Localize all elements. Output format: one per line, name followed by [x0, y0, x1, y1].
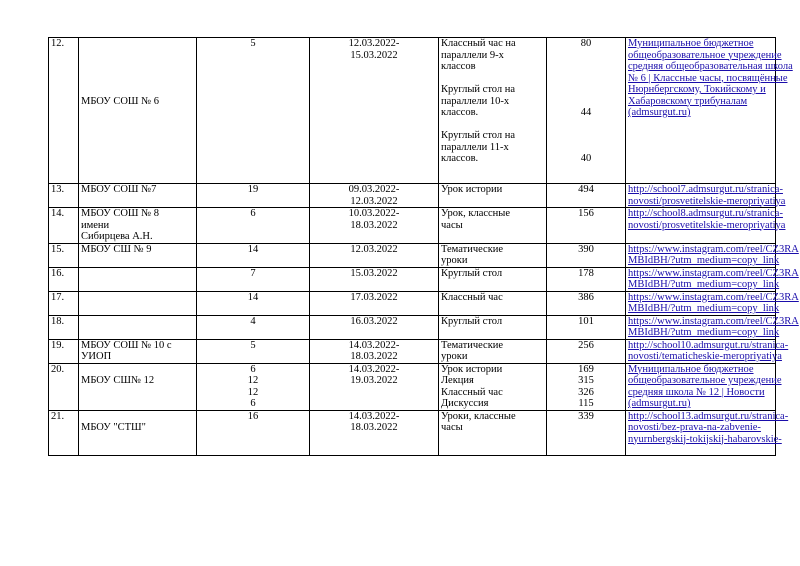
- source-link[interactable]: [626, 339, 789, 363]
- event-type-line: уроки: [441, 255, 468, 266]
- organization-line: имени: [81, 219, 110, 231]
- organization-line: [81, 268, 194, 280]
- event-type: [439, 339, 547, 363]
- date-range: [310, 38, 439, 184]
- organization-line: Сибирцева А.Н.: [81, 231, 153, 242]
- participants: [547, 184, 626, 208]
- row-number-line: 15.: [51, 243, 65, 255]
- date-range: [310, 410, 439, 455]
- participants: [547, 291, 626, 315]
- event-type-line: классов.: [441, 153, 479, 164]
- class-count-line: 6: [250, 398, 256, 409]
- organization-line: [81, 292, 194, 304]
- source-link-line[interactable]: http://school13.admsurgut.ru/stranica-: [628, 410, 789, 422]
- participants: [547, 315, 626, 339]
- date-range-line: 15.03.2022: [350, 267, 398, 279]
- class-count-line: 5: [250, 339, 256, 351]
- event-type-line: [441, 119, 544, 131]
- table-row: [49, 267, 776, 291]
- date-range-line: 14.03.2022-: [348, 363, 400, 375]
- participants-line: 115: [578, 398, 594, 409]
- organization: [79, 38, 197, 184]
- row-number-line: 21.: [51, 410, 65, 422]
- organization: [79, 363, 197, 410]
- event-type-line: параллели 9-х: [441, 49, 504, 61]
- event-type: [439, 363, 547, 410]
- participants-line: [549, 73, 623, 85]
- table-row: [49, 339, 776, 363]
- source-link[interactable]: [626, 267, 799, 291]
- date-range-line: 14.03.2022-: [348, 410, 400, 422]
- date-range-line: 17.03.2022: [350, 291, 398, 303]
- participants: [547, 267, 626, 291]
- event-type-line: Урок истории: [441, 363, 503, 375]
- source-link-line[interactable]: http://school8.admsurgut.ru/stranica-: [628, 208, 783, 219]
- event-type-line: Урок истории: [441, 184, 503, 195]
- row-number: [49, 38, 79, 184]
- date-range-line: 10.03.2022-: [348, 208, 400, 219]
- event-type-line: Классный час на: [441, 38, 516, 49]
- participants: [547, 410, 626, 455]
- source-link-line[interactable]: Хабаровскому трибуналам: [628, 95, 748, 107]
- event-type-line: Урок, классные: [441, 208, 511, 219]
- organization: [79, 291, 197, 315]
- date-range: [310, 315, 439, 339]
- organization-line: [81, 316, 194, 328]
- table-row: [49, 315, 776, 339]
- participants-line: 386: [578, 291, 594, 303]
- participants-line: [549, 130, 623, 142]
- source-link-line[interactable]: средняя школа № 12 | Новости: [628, 386, 765, 398]
- date-range-line: 09.03.2022-: [348, 184, 400, 195]
- table-row: [49, 208, 776, 244]
- source-link-line[interactable]: MBIdBH/?utm_medium=copy_link: [628, 327, 780, 338]
- participants-line: 390: [578, 243, 594, 255]
- event-type: [439, 208, 547, 244]
- participants-line: 40: [580, 153, 592, 164]
- source-link-line[interactable]: novosti/bez-prava-na-zabvenie-: [628, 422, 761, 433]
- row-number-line: 14.: [51, 208, 65, 219]
- row-number: [49, 208, 79, 244]
- event-type-line: классов.: [441, 107, 479, 118]
- class-count-line: 4: [250, 315, 256, 327]
- class-count: [197, 315, 310, 339]
- events-table: [48, 37, 799, 456]
- event-type-line: Круглый стол на: [441, 84, 516, 95]
- date-range-line: 14.03.2022-: [348, 339, 400, 351]
- class-count: [197, 291, 310, 315]
- organization-line: [81, 411, 194, 423]
- organization: [79, 208, 197, 244]
- organization-line: МБОУ СШ№ 12: [81, 375, 155, 386]
- organization: [79, 184, 197, 208]
- date-range: [310, 363, 439, 410]
- class-count-line: 6: [250, 208, 256, 219]
- event-type: [439, 243, 547, 267]
- date-range-line: 18.03.2022: [350, 219, 398, 231]
- participants: [547, 243, 626, 267]
- source-link-line[interactable]: https://www.instagram.com/reel/CZ3RA: [628, 315, 799, 327]
- date-range: [310, 208, 439, 244]
- date-range-line: 16.03.2022: [350, 315, 398, 327]
- source-link[interactable]: [626, 291, 799, 315]
- row-number-line: 20.: [51, 363, 65, 375]
- source-link[interactable]: [626, 38, 793, 184]
- participants-line: 339: [578, 410, 594, 422]
- row-number-line: 19.: [51, 339, 65, 351]
- event-type-line: Круглый стол на: [441, 130, 516, 141]
- event-type-line: Дискуссия: [441, 398, 489, 409]
- source-link-line[interactable]: https://www.instagram.com/reel/CZ3RA: [628, 291, 799, 303]
- source-link-line[interactable]: (admsurgut.ru): [628, 398, 691, 409]
- organization-line: [81, 364, 194, 376]
- event-type-line: Круглый стол: [441, 315, 503, 327]
- event-type-line: Уроки, классные: [441, 410, 516, 422]
- row-number-line: 13.: [51, 184, 65, 195]
- date-range: [310, 184, 439, 208]
- participants-line: 44: [580, 107, 592, 118]
- event-type: [439, 410, 547, 455]
- class-count: [197, 38, 310, 184]
- organization: [79, 243, 197, 267]
- event-type: [439, 267, 547, 291]
- source-link[interactable]: [626, 363, 782, 410]
- source-link-line[interactable]: общеобразовательное учреждение: [628, 49, 782, 61]
- row-number: [49, 363, 79, 410]
- participants: [547, 363, 626, 410]
- date-range: [310, 267, 439, 291]
- row-number-line: 12.: [51, 38, 65, 49]
- source-link-line[interactable]: Нюрнбергскому, Токийскому и: [628, 84, 766, 95]
- table-row: [49, 184, 776, 208]
- table-row: [49, 363, 776, 410]
- participants-line: [549, 50, 623, 62]
- organization-line: [81, 84, 194, 96]
- class-count: [197, 243, 310, 267]
- participants-line: 494: [578, 184, 594, 195]
- date-range-line: 18.03.2022: [350, 351, 398, 362]
- table-row: [49, 38, 776, 184]
- participants-line: [549, 61, 623, 73]
- participants: [547, 208, 626, 244]
- class-count-line: 5: [250, 38, 256, 49]
- class-count-line: 7: [250, 267, 256, 279]
- organization-line: [81, 50, 194, 62]
- source-link[interactable]: [626, 410, 789, 455]
- event-type-line: классов: [441, 61, 476, 72]
- table-row: [49, 410, 776, 455]
- source-link-line[interactable]: novosti/tematicheskie-meropriyatiya: [628, 351, 782, 362]
- class-count-line: 14: [247, 291, 259, 303]
- source-link-line[interactable]: MBIdBH/?utm_medium=copy_link: [628, 255, 780, 266]
- event-type-line: Лекция: [441, 375, 474, 386]
- class-count: [197, 363, 310, 410]
- organization-line: [81, 61, 194, 73]
- source-link-line[interactable]: https://www.instagram.com/reel/CZ3RA: [628, 267, 799, 279]
- event-type: [439, 184, 547, 208]
- class-count: [197, 339, 310, 363]
- class-count-line: 19: [247, 184, 259, 195]
- event-type-line: Классный час: [441, 386, 503, 398]
- organization-line: МБОУ СШ № 9: [81, 243, 152, 255]
- event-type-line: Тематические: [441, 243, 504, 255]
- date-range-line: 12.03.2022: [350, 195, 398, 207]
- event-type-line: часы: [441, 219, 463, 231]
- source-link-line[interactable]: MBIdBH/?utm_medium=copy_link: [628, 303, 780, 314]
- participants-line: 315: [578, 375, 594, 386]
- date-range: [310, 291, 439, 315]
- event-type-line: уроки: [441, 351, 468, 362]
- participants-line: [549, 84, 623, 96]
- row-number: [49, 410, 79, 455]
- event-type-line: параллели 10-х: [441, 95, 510, 107]
- event-type: [439, 315, 547, 339]
- row-number: [49, 291, 79, 315]
- event-type-line: Тематические: [441, 339, 504, 351]
- table-row: [49, 243, 776, 267]
- date-range: [310, 339, 439, 363]
- event-type: [439, 291, 547, 315]
- organization: [79, 339, 197, 363]
- source-link-line[interactable]: https://www.instagram.com/reel/CZ3RA: [628, 243, 799, 255]
- date-range-line: 19.03.2022: [350, 375, 398, 386]
- organization: [79, 267, 197, 291]
- row-number-line: 18.: [51, 315, 65, 327]
- class-count: [197, 184, 310, 208]
- date-range-line: 12.03.2022: [350, 243, 398, 255]
- event-type-line: параллели 11-х: [441, 141, 509, 153]
- event-type-line: часы: [441, 422, 463, 433]
- row-number: [49, 184, 79, 208]
- participants: [547, 339, 626, 363]
- row-number: [49, 339, 79, 363]
- date-range-line: 15.03.2022: [350, 49, 398, 61]
- organization: [79, 410, 197, 455]
- source-link-line[interactable]: средняя общеобразовательная школа: [628, 61, 793, 72]
- source-link-line[interactable]: Муниципальное бюджетное: [628, 363, 754, 375]
- date-range-line: 18.03.2022: [350, 422, 398, 433]
- date-range-line: 12.03.2022-: [348, 38, 400, 49]
- participants-line: [549, 142, 623, 154]
- class-count-line: 14: [247, 243, 259, 255]
- source-link[interactable]: [626, 315, 799, 339]
- participants-line: [549, 119, 623, 131]
- participants: [547, 38, 626, 184]
- class-count-line: 16: [247, 410, 259, 422]
- source-link-line[interactable]: общеобразовательное учреждение: [628, 375, 782, 386]
- participants-line: 80: [580, 38, 592, 49]
- source-link[interactable]: [626, 243, 799, 267]
- participants-line: 178: [578, 267, 594, 279]
- row-number-line: 17.: [51, 291, 65, 303]
- source-link-line[interactable]: http://school10.admsurgut.ru/stranica-: [628, 339, 789, 351]
- source-link-line[interactable]: № 6 | Классные часы, посвящённые: [628, 72, 788, 84]
- source-link-line[interactable]: novosti/prosvetitelskie-meropriyatiya: [628, 195, 786, 207]
- row-number: [49, 267, 79, 291]
- class-count-line: 6: [250, 363, 256, 375]
- organization: [79, 315, 197, 339]
- participants-line: 169: [578, 363, 594, 375]
- event-type-line: [441, 73, 544, 85]
- class-count: [197, 267, 310, 291]
- table-row: [49, 291, 776, 315]
- class-count-line: 12: [247, 375, 259, 386]
- participants-line: 256: [578, 339, 594, 351]
- organization-line: МБОУ СОШ № 6: [81, 95, 160, 107]
- organization-line: МБОУ "СТШ": [81, 422, 146, 433]
- class-count: [197, 410, 310, 455]
- row-number-line: 16.: [51, 267, 65, 279]
- class-count: [197, 208, 310, 244]
- event-type-line: Круглый стол: [441, 267, 503, 279]
- source-link[interactable]: [626, 184, 786, 208]
- organization-line: [81, 38, 194, 50]
- source-link-line[interactable]: MBIdBH/?utm_medium=copy_link: [628, 279, 780, 290]
- organization-line: МБОУ СОШ №7: [81, 184, 157, 195]
- participants-line: [549, 96, 623, 108]
- class-count-line: 12: [247, 386, 259, 398]
- row-number: [49, 243, 79, 267]
- organization-line: МБОУ СОШ № 10 с: [81, 339, 172, 351]
- row-number: [49, 315, 79, 339]
- event-type: [439, 38, 547, 184]
- participants-line: 156: [578, 208, 594, 219]
- organization-line: УИОП: [81, 351, 112, 362]
- source-link-line[interactable]: nyurnbergskij-tokijskij-habarovskie-: [628, 433, 782, 445]
- source-link-line[interactable]: (admsurgut.ru): [628, 107, 691, 118]
- event-type-line: Классный час: [441, 291, 503, 303]
- source-link-line[interactable]: Муниципальное бюджетное: [628, 38, 754, 49]
- source-link-line[interactable]: http://school7.admsurgut.ru/stranica-: [628, 184, 783, 195]
- source-link-line[interactable]: novosti/prosvetitelskie-meropriyatiya: [628, 219, 786, 231]
- participants-line: 326: [578, 386, 594, 398]
- date-range: [310, 243, 439, 267]
- source-link[interactable]: [626, 208, 786, 244]
- participants-line: 101: [578, 315, 594, 327]
- organization-line: [81, 73, 194, 85]
- organization-line: МБОУ СОШ № 8: [81, 208, 160, 219]
